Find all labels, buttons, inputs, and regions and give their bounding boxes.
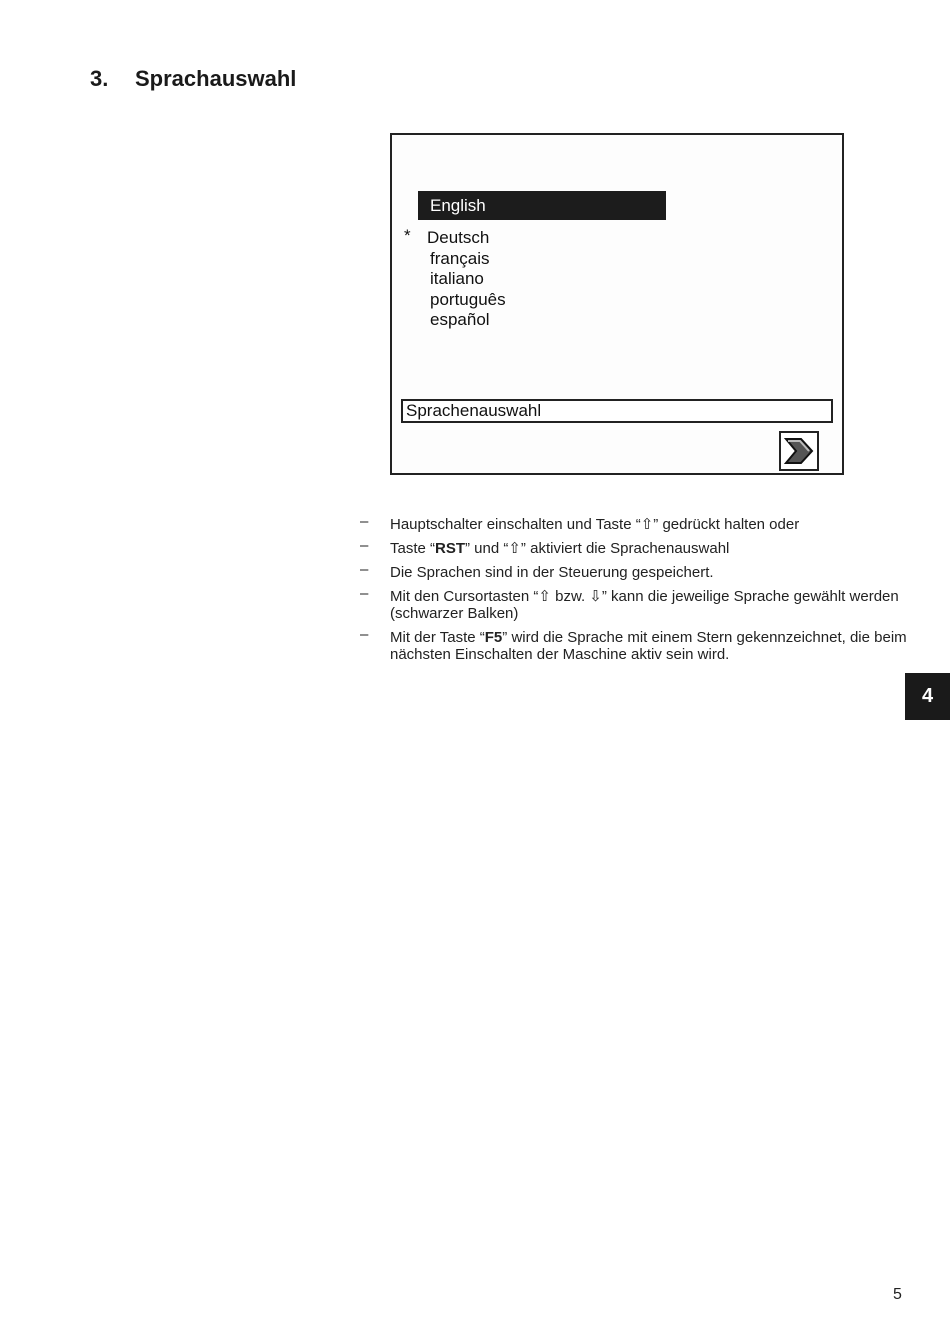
bullet-dash: – [360, 537, 369, 554]
language-label: English [430, 196, 486, 215]
chapter-tab: 4 [905, 673, 950, 720]
instruction-list [360, 513, 920, 670]
arrow-right-icon [781, 433, 817, 469]
page-number: 5 [893, 1286, 902, 1303]
status-field: Sprachenauswahl [401, 399, 833, 423]
next-button[interactable] [779, 431, 819, 471]
language-label: español [430, 310, 490, 329]
section-heading [90, 66, 296, 92]
active-language-star: * [404, 226, 411, 245]
language-item-0[interactable] [418, 191, 666, 220]
instruction-item [360, 561, 920, 581]
instruction-text: Hauptschalter einschalten und Taste “⇧” gedrückt halten oder [390, 516, 800, 533]
language-item-1[interactable] [392, 228, 842, 249]
language-list [392, 191, 842, 331]
instruction-text: Mit der Taste “ [390, 629, 485, 646]
instruction-text: ” wird die Sprache mit einem Stern gekennzeichnet, die beim nächsten Einschalten der Maschine aktiv sein wird. [390, 629, 907, 663]
display-screenshot [390, 133, 844, 475]
instruction-item [360, 537, 920, 557]
language-item-2[interactable] [392, 249, 842, 270]
instruction-item [360, 585, 920, 622]
instruction-text: Mit den Cursortasten “⇧ bzw. ⇩” kann die jeweilige Sprache gewählt werden (schwarzer Balken) [390, 588, 899, 622]
instruction-text: Die Sprachen sind in der Steuerung gespeichert. [390, 564, 714, 581]
instruction-item [360, 513, 920, 533]
language-item-3[interactable] [392, 269, 842, 290]
section-number: 3. [90, 66, 109, 91]
instruction-text: Taste “ [390, 540, 436, 557]
language-label: Deutsch [427, 228, 490, 247]
bullet-dash: – [360, 585, 369, 602]
instruction-item [360, 626, 920, 663]
bullet-dash: – [360, 626, 369, 643]
bullet-dash: – [360, 561, 369, 578]
instruction-text: ” und “⇧” aktiviert die Sprachenauswahl [465, 540, 730, 557]
key-name: RST [435, 540, 466, 557]
language-item-5[interactable] [392, 310, 842, 331]
bullet-dash: – [360, 513, 369, 530]
language-label: português [430, 289, 506, 309]
language-item-4[interactable] [392, 290, 842, 311]
key-name: F5 [484, 629, 503, 646]
language-label: italiano [430, 269, 484, 288]
language-label: français [430, 248, 490, 268]
section-title: Sprachauswahl [135, 66, 297, 91]
